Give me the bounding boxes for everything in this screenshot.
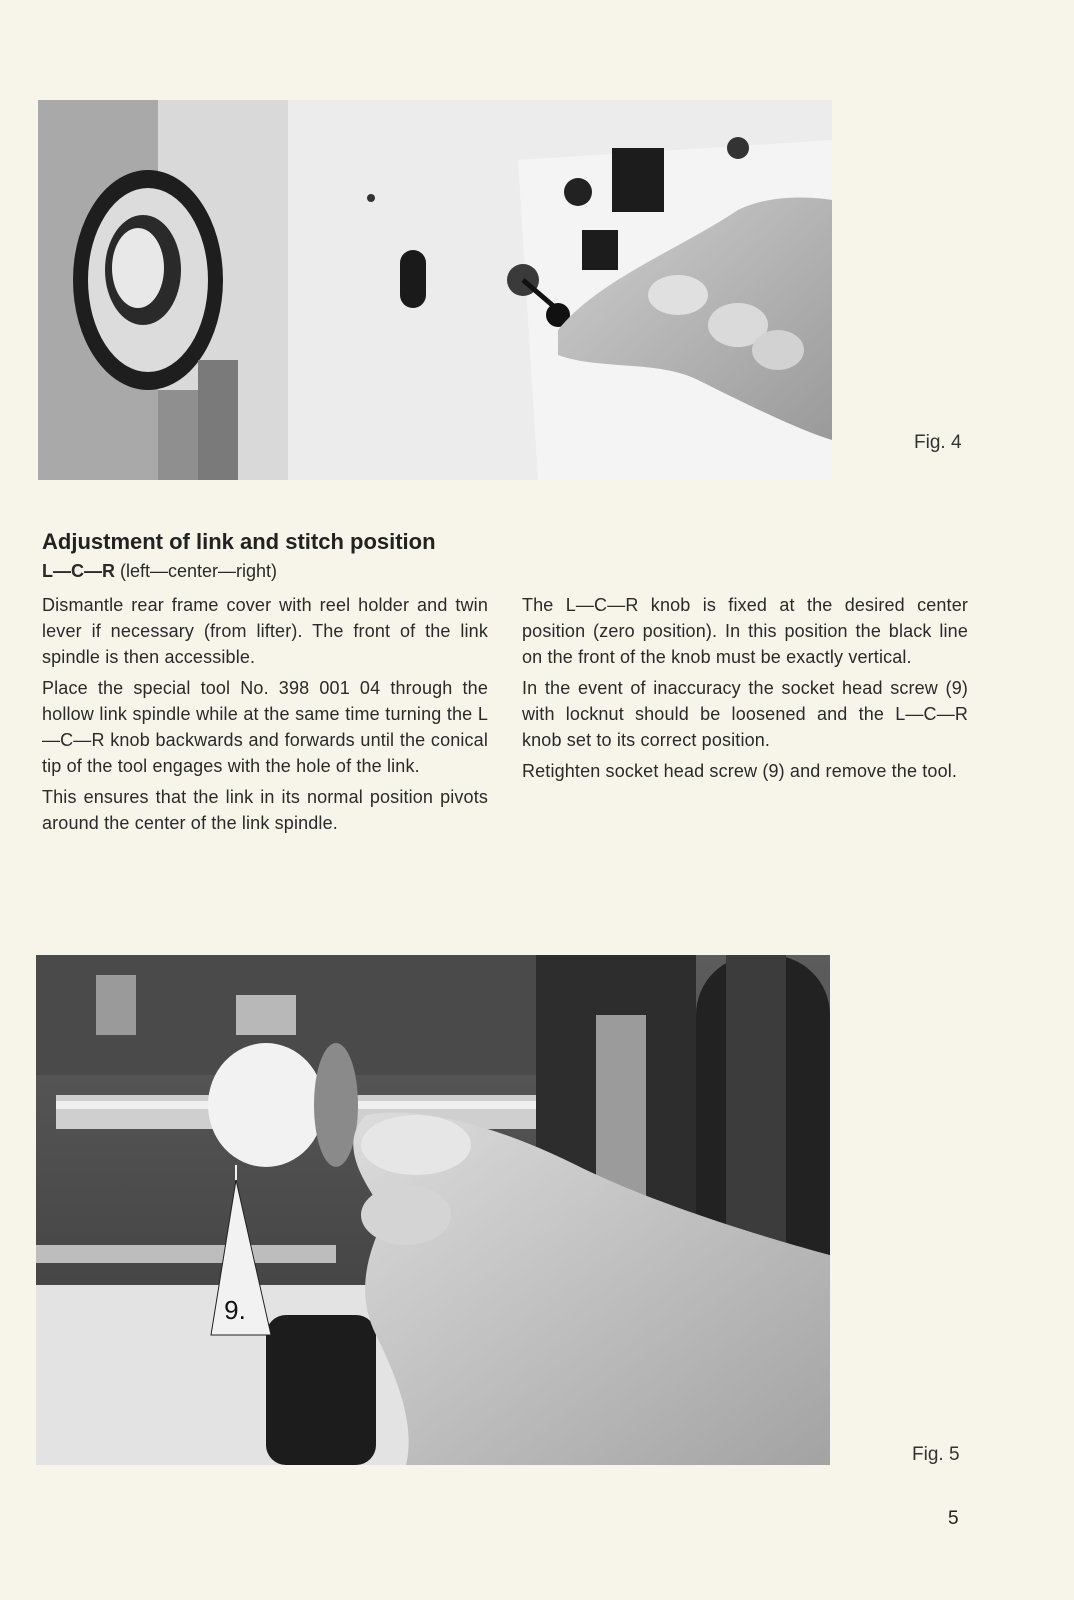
figure-4-illustration (38, 100, 832, 480)
right-text-column (522, 592, 968, 789)
callout-9-label: 9. (224, 1295, 246, 1325)
page-number: 5 (948, 1508, 959, 1529)
figure-5-illustration (36, 955, 830, 1465)
figure-5-caption: Fig. 5 (912, 1444, 960, 1465)
section-heading: Adjustment of link and stitch position (42, 529, 436, 554)
figure-4-caption: Fig. 4 (914, 432, 962, 453)
paragraph: Retighten socket head screw (9) and remove the tool. (522, 761, 958, 781)
paragraph: The L—C—R knob is fixed at the desired center position (zero position). In this position the black line on the front of the knob must be exactly vertical. (522, 595, 968, 667)
section-subheading (42, 561, 277, 582)
figure-5-photo (36, 955, 830, 1465)
paragraph: In the event of inaccuracy the socket head screw (9) with locknut should be loosened and the L—C—R knob set to its correct position. (522, 678, 968, 750)
subheading-rest: (left—center—right) (115, 561, 278, 581)
paragraph: This ensures that the link in its normal position pivots around the center of the link spindle. (42, 787, 488, 833)
subheading-bold: L—C—R (42, 561, 115, 581)
paragraph: Dismantle rear frame cover with reel holder and twin lever if necessary (from lifter). The front of the link spindle is then accessible. (42, 595, 488, 667)
figure-4-photo (38, 100, 832, 480)
paragraph: Place the special tool No. 398 001 04 through the hollow link spindle while at the same time turning the L—C—R knob backwards and forwards until the conical tip of the tool engages with the hole of the link. (42, 678, 488, 776)
left-text-column (42, 592, 488, 841)
